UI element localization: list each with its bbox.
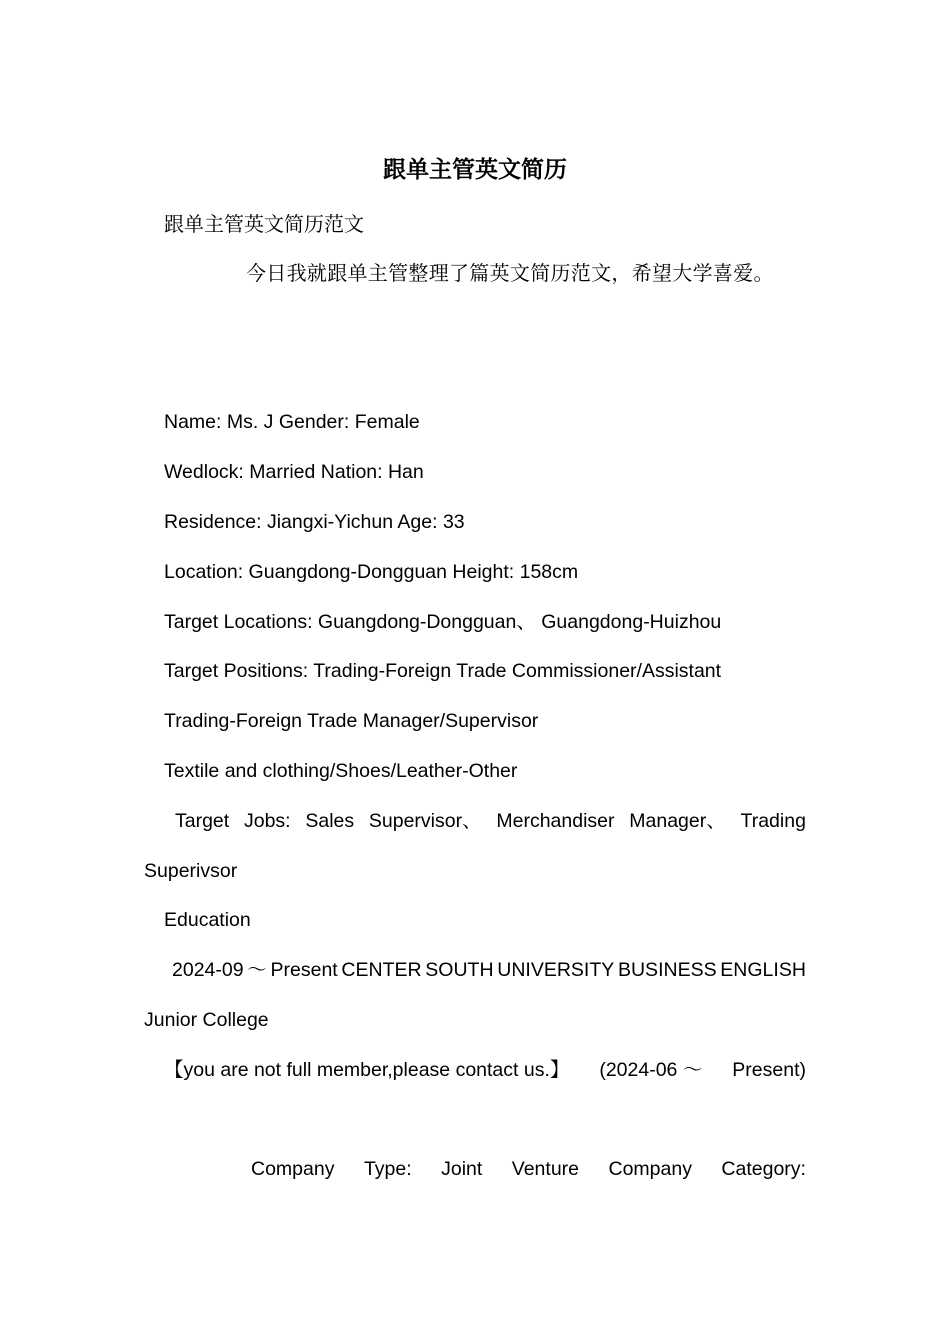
text-word: Merchandiser <box>496 810 615 832</box>
member-notice: 【you are not full member,please contact us.】 <box>164 1059 570 1081</box>
date-range-end: Present) <box>732 1059 806 1081</box>
education-heading: Education <box>164 909 251 931</box>
text-word: Type: <box>363 1158 412 1180</box>
text-word: Supervisor、 <box>368 810 482 832</box>
text-word: Jobs: <box>243 810 291 832</box>
intro-paragraph: 今日我就跟单主管整理了篇英文简历范文，希望大学喜爱。 <box>246 261 774 285</box>
target-positions-line: Target Positions: Trading-Foreign Trade Commissioner/Assistant <box>164 660 722 682</box>
text-word: Manager、 <box>629 810 726 832</box>
education-entry-line <box>172 956 806 984</box>
text-word: Trading <box>740 810 806 832</box>
education-continuation: Junior College <box>144 1009 269 1031</box>
text-word: SOUTH <box>425 959 494 981</box>
text-word: Venture <box>511 1158 580 1180</box>
date-range-start: (2024-06 ～ <box>599 1059 703 1081</box>
text-word: Company <box>251 1158 335 1180</box>
text-word: ～ <box>247 959 267 981</box>
location-height-line: Location: Guangdong-Dongguan Height: 158cm <box>164 561 579 583</box>
document-title: 跟单主管英文简历 <box>383 156 567 183</box>
text-word: Joint <box>441 1158 483 1180</box>
text-word: BUSINESS <box>617 959 717 981</box>
target-jobs-line <box>175 807 806 835</box>
text-word: 2024-09 <box>172 959 244 981</box>
wedlock-nation-line: Wedlock: Married Nation: Han <box>164 461 424 483</box>
target-locations-line: Target Locations: Guangdong-Dongguan、 Guangdong-Huizhou <box>164 611 722 633</box>
text-word: UNIVERSITY <box>497 959 615 981</box>
text-word: ENGLISH <box>720 959 806 981</box>
text-word: Company <box>608 1158 692 1180</box>
company-type-line <box>251 1155 806 1183</box>
name-gender-line: Name: Ms. J Gender: Female <box>164 411 420 433</box>
text-word: Target <box>175 810 230 832</box>
target-positions-line-3: Textile and clothing/Shoes/Leather-Other <box>164 760 518 782</box>
target-positions-line-2: Trading-Foreign Trade Manager/Supervisor <box>164 710 539 732</box>
target-jobs-continuation: Superivsor <box>144 860 238 882</box>
residence-age-line: Residence: Jiangxi-Yichun Age: 33 <box>164 511 465 533</box>
text-word: Category: <box>721 1158 806 1180</box>
document-subtitle: 跟单主管英文简历范文 <box>164 212 364 236</box>
text-word: Sales <box>305 810 355 832</box>
text-word: Present <box>270 959 338 981</box>
text-word: CENTER <box>341 959 422 981</box>
member-notice-line <box>164 1056 806 1084</box>
